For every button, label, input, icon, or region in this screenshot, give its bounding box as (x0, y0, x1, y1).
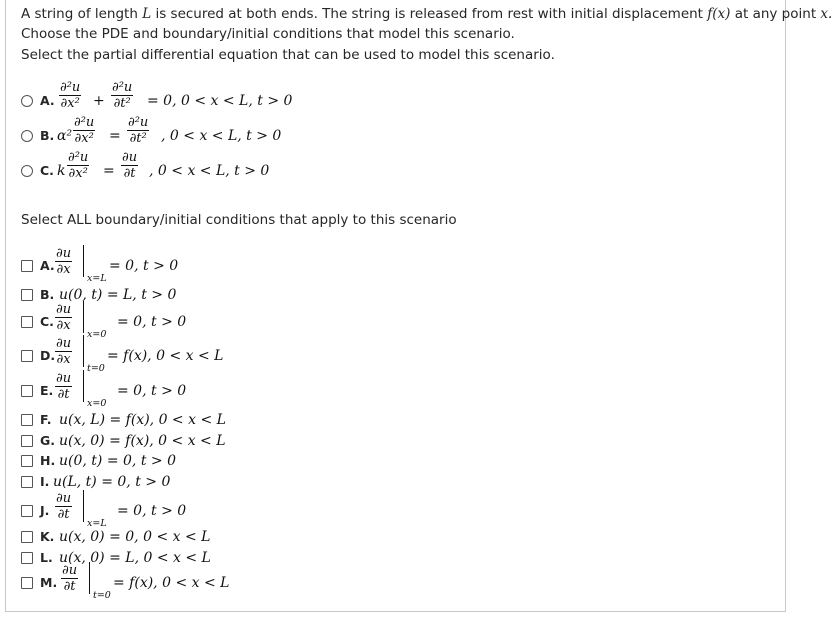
bc-checkbox-j[interactable] (21, 505, 33, 517)
bc-option-m[interactable] (21, 563, 281, 601)
bc-option-c[interactable] (21, 302, 281, 340)
bc-option-k[interactable] (21, 530, 281, 548)
pde-prompt: Select the partial differential equation that can be used to model this scenario. (21, 47, 555, 63)
bc-option-j[interactable] (21, 491, 281, 529)
bc-j-rest: = 0, t > 0 (117, 503, 187, 519)
pde-a-frac-2: ∂²u ∂t² (112, 80, 133, 111)
bc-d-rest: = f(x), 0 < x < L (107, 348, 224, 364)
bc-m-frac: ∂u ∂t (62, 563, 78, 594)
bc-e-eval-bar (83, 370, 84, 402)
bc-checkbox-f[interactable] (21, 414, 33, 426)
bc-option-label: F. (40, 412, 52, 427)
pde-a-frac-1: ∂²u ∂x² (60, 80, 81, 111)
pde-option-a[interactable] (21, 80, 341, 112)
pde-b-coef: α² (57, 128, 73, 144)
bc-option-d[interactable] (21, 336, 281, 374)
bc-c-rest: = 0, t > 0 (117, 314, 187, 330)
pde-b-rest: , 0 < x < L, t > 0 (161, 128, 282, 144)
bc-option-h[interactable] (21, 454, 281, 472)
bc-option-label: A. (40, 258, 55, 273)
bc-j-eval-bar (83, 490, 84, 522)
bc-i-text: u(L, t) = 0, t > 0 (53, 474, 171, 490)
bc-a-rest: = 0, t > 0 (109, 258, 179, 274)
bc-option-e[interactable] (21, 371, 281, 409)
bc-option-label: H. (40, 453, 56, 468)
bc-checkbox-b[interactable] (21, 289, 33, 301)
pde-b-frac-2: ∂²u ∂t² (128, 115, 149, 146)
bc-option-label: B. (40, 287, 55, 302)
pde-radio-c[interactable] (21, 165, 33, 177)
pde-option-label: B. (40, 128, 55, 143)
bc-d-eval: t=0 (87, 363, 105, 374)
bc-checkbox-d[interactable] (21, 350, 33, 362)
question-panel (5, 0, 832, 612)
bc-a-eval-bar (83, 245, 84, 277)
pde-a-op: + (93, 93, 105, 109)
bc-checkbox-k[interactable] (21, 531, 33, 543)
bc-e-rest: = 0, t > 0 (117, 383, 187, 399)
bc-l-text: u(x, 0) = L, 0 < x < L (59, 550, 211, 566)
bc-checkbox-i[interactable] (21, 476, 33, 488)
pde-option-label: A. (40, 93, 55, 108)
bc-prompt: Select ALL boundary/initial conditions that apply to this scenario (21, 212, 457, 228)
bc-option-label: C. (40, 314, 54, 329)
pde-c-rest: , 0 < x < L, t > 0 (149, 163, 270, 179)
bc-option-label: M. (40, 575, 58, 590)
bc-g-text: u(x, 0) = f(x), 0 < x < L (59, 433, 226, 449)
bc-b-text: u(0, t) = L, t > 0 (59, 287, 177, 303)
bc-option-label: D. (40, 348, 56, 363)
bc-option-label: G. (40, 433, 56, 448)
bc-a-frac: ∂u ∂x (56, 246, 72, 277)
bc-e-frac: ∂u ∂t (56, 371, 72, 402)
pde-radio-a[interactable] (21, 95, 33, 107)
pde-a-rest: = 0, 0 < x < L, t > 0 (147, 93, 293, 109)
pde-option-label: C. (40, 163, 54, 178)
bc-m-eval: t=0 (93, 590, 111, 601)
pde-option-b[interactable] (21, 115, 341, 147)
bc-checkbox-g[interactable] (21, 435, 33, 447)
bc-k-text: u(x, 0) = 0, 0 < x < L (59, 529, 211, 545)
bc-option-label: J. (40, 503, 50, 518)
pde-c-op: = (103, 163, 115, 179)
bc-checkbox-h[interactable] (21, 455, 33, 467)
bc-d-eval-bar (83, 335, 84, 367)
pde-c-frac-2: ∂u ∂t (122, 150, 138, 181)
intro-line-2: Choose the PDE and boundary/initial conditions that model this scenario. (21, 26, 515, 42)
bc-option-label: L. (40, 550, 53, 565)
bc-option-label: I. (40, 474, 50, 489)
bc-checkbox-c[interactable] (21, 316, 33, 328)
bc-option-label: K. (40, 529, 55, 544)
intro-line-1: A string of length L is secured at both ends. The string is released from rest with initial displacement f(x) at any point x. (21, 6, 832, 22)
bc-j-frac: ∂u ∂t (56, 491, 72, 522)
bc-c-eval: x=0 (87, 329, 107, 340)
bc-option-a[interactable] (21, 246, 281, 284)
pde-c-frac-1: ∂²u ∂x² (68, 150, 89, 181)
bc-c-eval-bar (83, 301, 84, 333)
bc-checkbox-l[interactable] (21, 552, 33, 564)
bc-f-text: u(x, L) = f(x), 0 < x < L (59, 412, 226, 428)
bc-m-eval-bar (89, 562, 90, 594)
pde-c-coef: k (57, 163, 66, 179)
bc-checkbox-m[interactable] (21, 577, 33, 589)
bc-h-text: u(0, t) = 0, t > 0 (59, 453, 176, 469)
pde-option-c[interactable] (21, 150, 341, 182)
bc-option-label: E. (40, 383, 54, 398)
bc-m-rest: = f(x), 0 < x < L (113, 575, 230, 591)
bc-j-eval: x=L (87, 518, 107, 529)
bc-e-eval: x=0 (87, 398, 107, 409)
bc-option-l[interactable] (21, 551, 281, 569)
pde-radio-b[interactable] (21, 130, 33, 142)
bc-option-f[interactable] (21, 413, 281, 431)
bc-option-g[interactable] (21, 434, 281, 452)
bc-checkbox-a[interactable] (21, 260, 33, 272)
bc-c-frac: ∂u ∂x (56, 302, 72, 333)
bc-checkbox-e[interactable] (21, 385, 33, 397)
bc-a-eval: x=L (87, 273, 107, 284)
bc-d-frac: ∂u ∂x (56, 336, 72, 367)
pde-b-frac-1: ∂²u ∂x² (74, 115, 95, 146)
pde-b-op: = (109, 128, 121, 144)
